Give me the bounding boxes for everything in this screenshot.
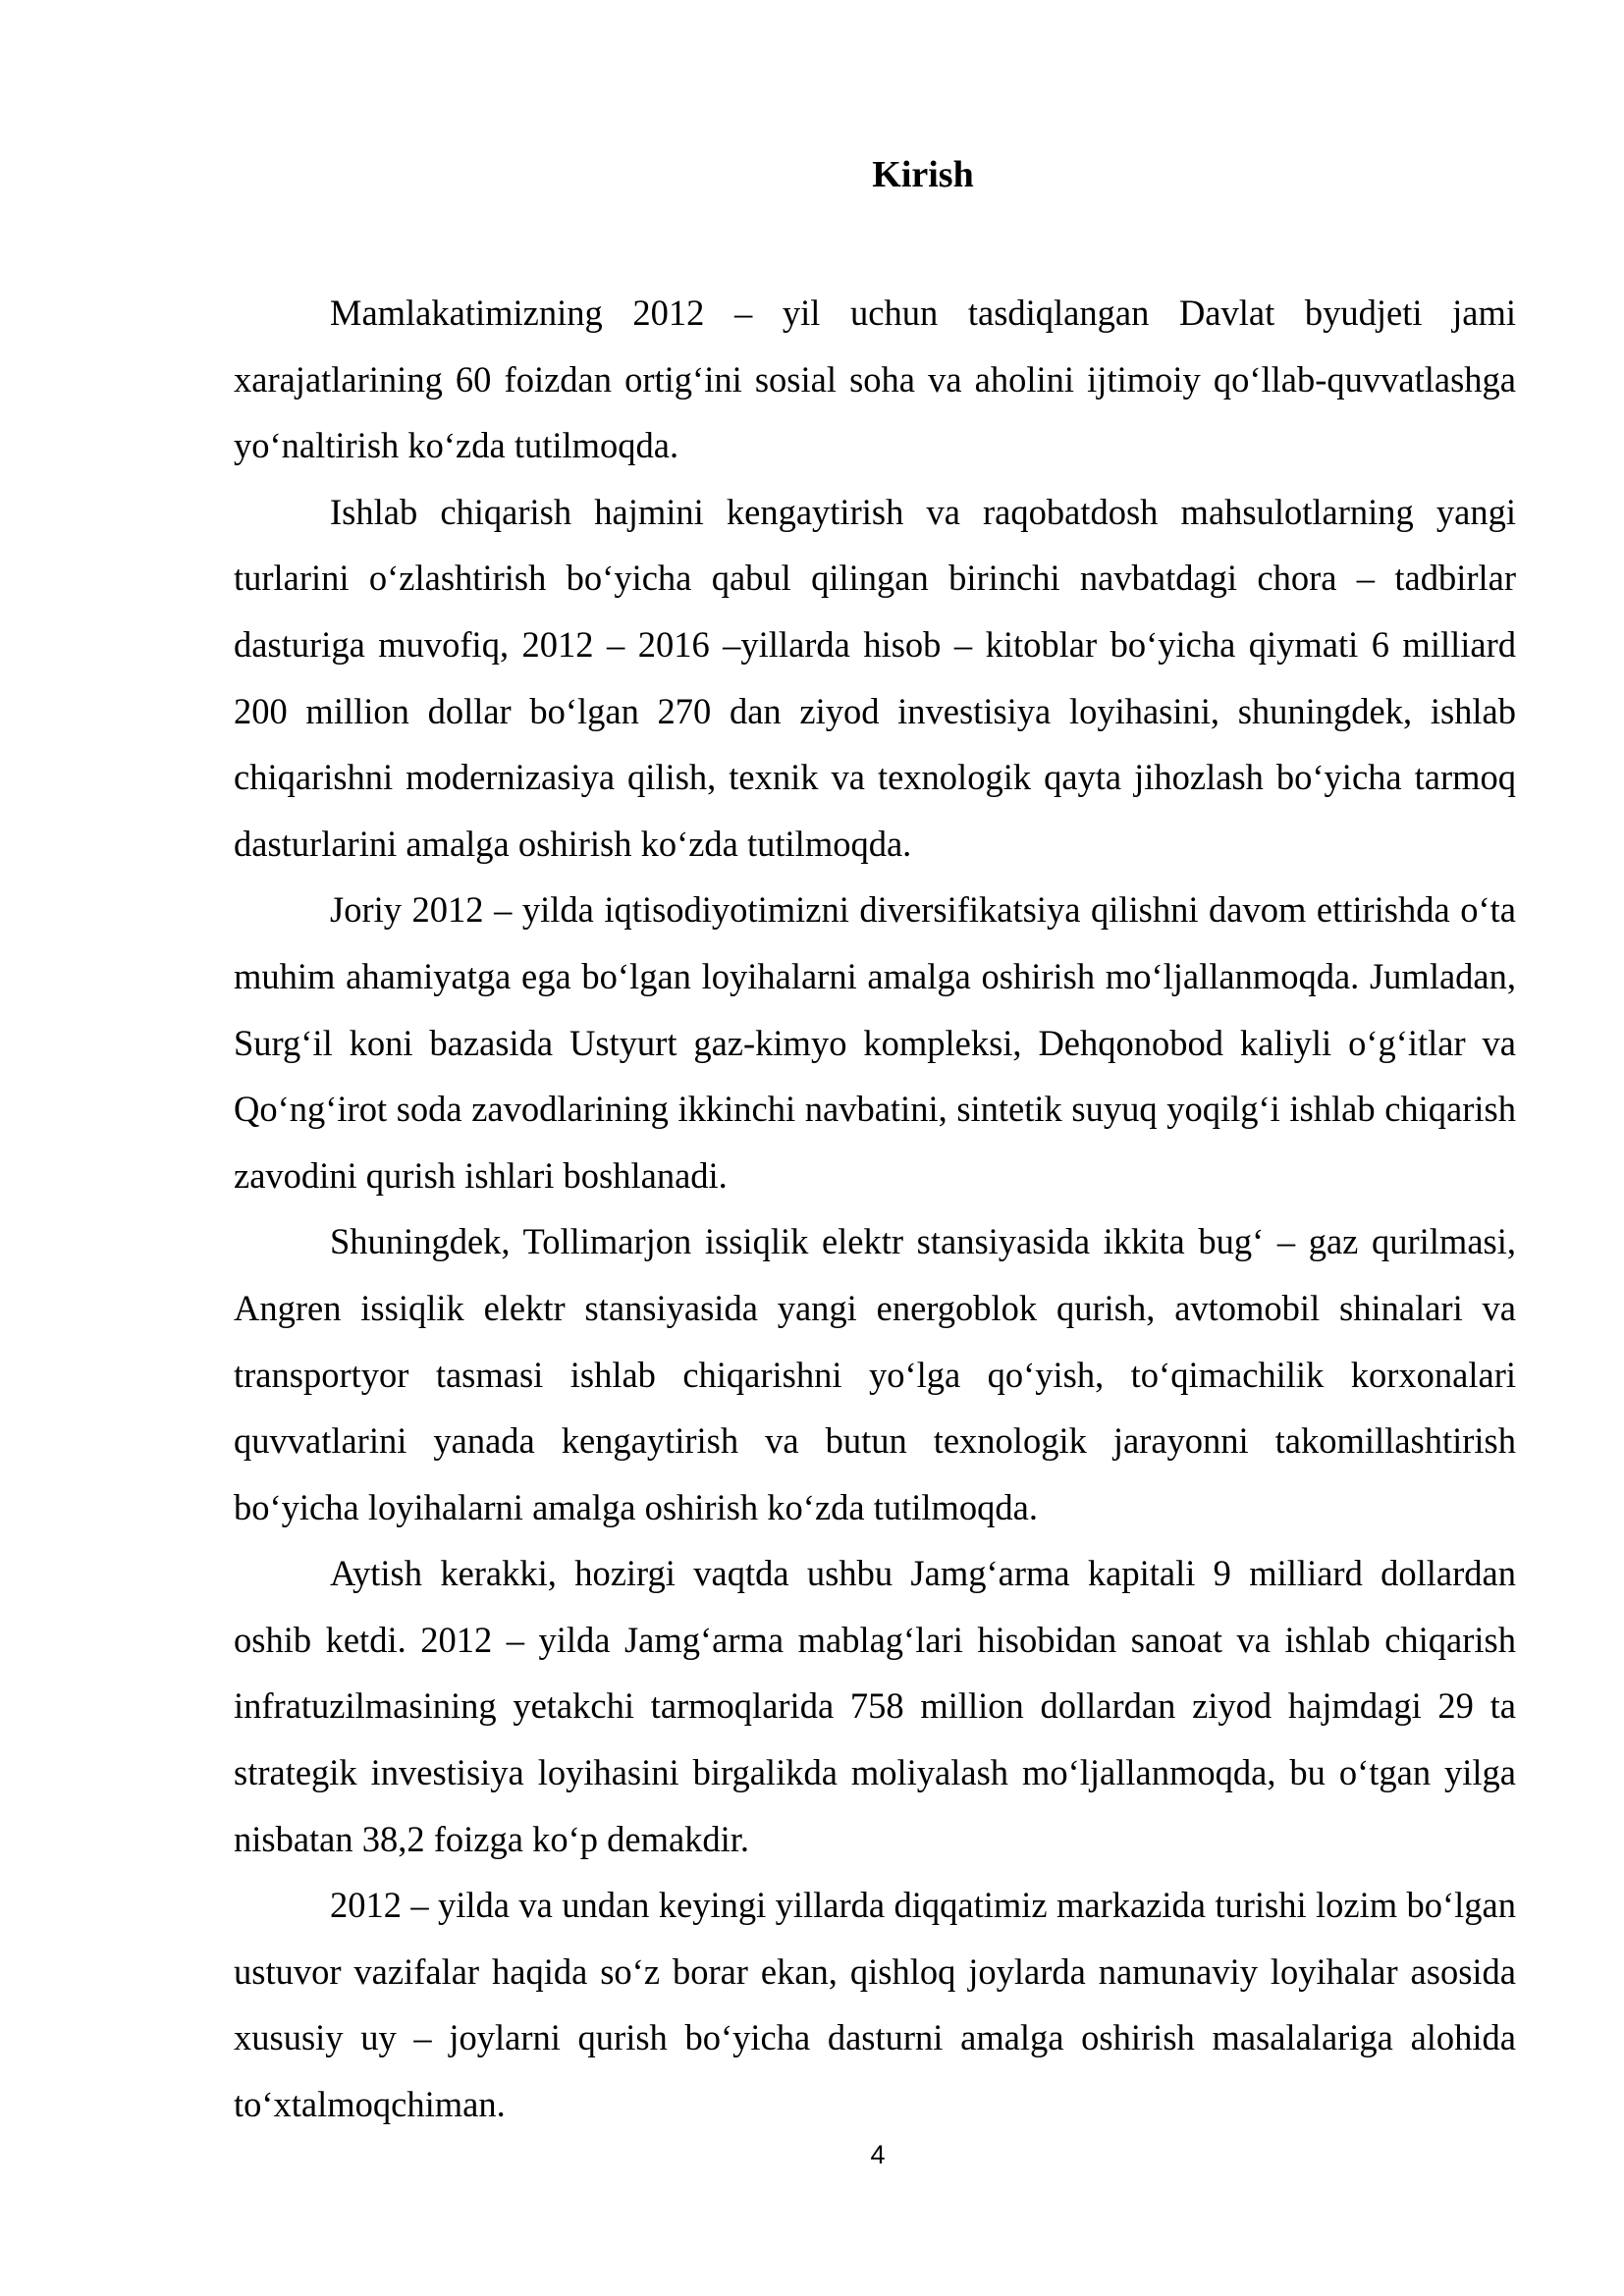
- paragraph-4: Shuningdek, Tollimarjon issiqlik elektr stansiyasida ikkita bug‘ – gaz qurilmasi, Angren issiqlik elektr stansiyasida yangi energoblok qurish, avtomobil shinalari va transportyor tasmasi ishlab chiqarishni yo‘lga qo‘yish, to‘qimachilik korxonalari quvvatlarini yanada kengaytirish va butun texnologik jarayonni takomillashtirish bo‘yicha loyihalarni amalga oshirish ko‘zda tutilmoqda.: [234, 1221, 1516, 1527]
- page-title: Kirish: [872, 154, 974, 195]
- body-text: [234, 280, 1516, 2138]
- paragraph-3: Joriy 2012 – yilda iqtisodiyotimizni diversifikatsiya qilishni davom ettirishda o‘ta muhim ahamiyatga ega bo‘lgan loyihalarni amalga oshirish mo‘ljallanmoqda. Jumladan, Surg‘il koni bazasida Ustyurt gaz-kimyo kompleksi, Dehqonobod kaliyli o‘g‘itlar va Qo‘ng‘irot soda zavodlarining ikkinchi navbatini, sintetik suyuq yoqilg‘i ishlab chiqarish zavodini qurish ishlari boshlanadi.: [234, 889, 1516, 1196]
- paragraph-5: Aytish kerakki, hozirgi vaqtda ushbu Jamg‘arma kapitali 9 milliard dollardan oshib ketdi. 2012 – yilda Jamg‘arma mablag‘lari hisobidan sanoat va ishlab chiqarish infratuzilmasining yetakchi tarmoqlarida 758 million dollardan ziyod hajmdagi 29 ta strategik investisiya loyihasini birgalikda moliyalash mo‘ljallanmoqda, bu o‘tgan yilga nisbatan 38,2 foizga ko‘p demakdir.: [234, 1553, 1516, 1859]
- paragraph-2: Ishlab chiqarish hajmini kengaytirish va raqobatdosh mahsulotlarning yangi turlarini o‘zlashtirish bo‘yicha qabul qilingan birinchi navbatdagi chora – tadbirlar dasturiga muvofiq, 2012 – 2016 –yillarda hisob – kitoblar bo‘yicha qiymati 6 milliard 200 million dollar bo‘lgan 270 dan ziyod investisiya loyihasini, shuningdek, ishlab chiqarishni modernizasiya qilish, texnik va texnologik qayta jihozlash bo‘yicha tarmoq dasturlarini amalga oshirish ko‘zda tutilmoqda.: [234, 491, 1516, 864]
- paragraph-1: Mamlakatimizning 2012 – yil uchun tasdiqlangan Davlat byudjeti jami xarajatlarining 60 foizdan ortig‘ini sosial soha va aholini ijtimoiy qo‘llab-quvvatlashga yo‘naltirish ko‘zda tutilmoqda.: [234, 293, 1516, 466]
- page-number: 4: [870, 2140, 886, 2169]
- paragraph-6: 2012 – yilda va undan keyingi yillarda diqqatimiz markazida turishi lozim bo‘lgan ustuvor vazifalar haqida so‘z borar ekan, qishloq joylarda namunaviy loyihalar asosida xususiy uy – joylarni qurish bo‘yicha dasturni amalga oshirish masalalariga alohida to‘xtalmoqchiman.: [234, 1885, 1516, 2125]
